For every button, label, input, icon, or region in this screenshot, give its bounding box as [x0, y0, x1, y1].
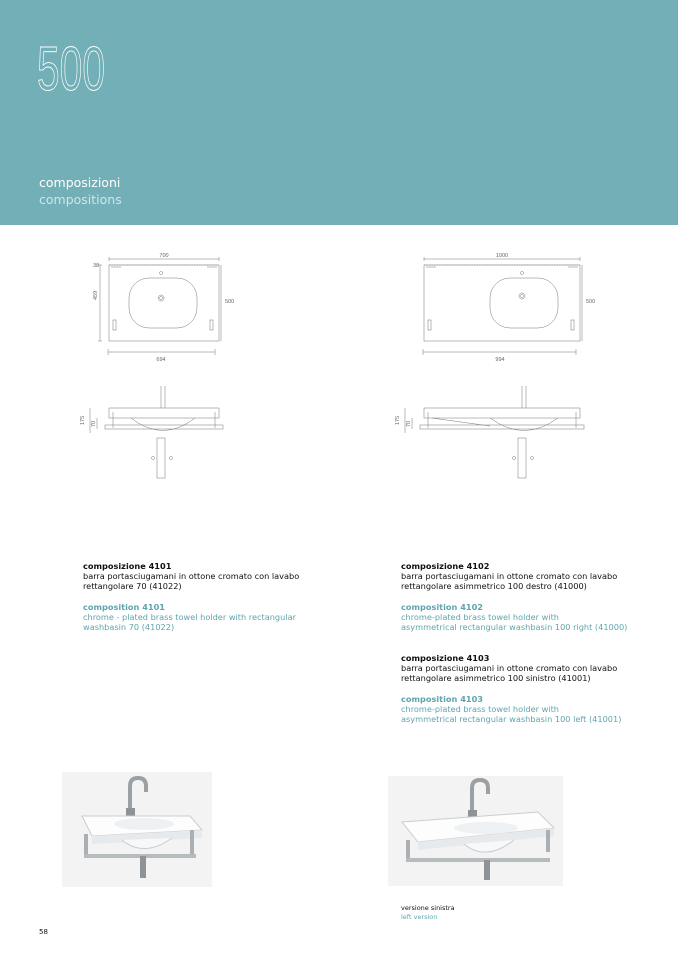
composition-line: rettangolare 70 (41022) [83, 581, 182, 592]
composition-title: composizione 4102 [401, 561, 490, 571]
composition-line: rettangolare asimmetrico 100 destro (41000) [401, 581, 587, 592]
svg-text:500: 500 [586, 299, 596, 305]
svg-text:700: 700 [159, 253, 169, 259]
composition-line: rettangolare asimmetrico 100 sinistro (41001) [401, 673, 591, 684]
svg-text:694: 694 [156, 357, 166, 363]
svg-text:459: 459 [93, 290, 99, 300]
composition-title: composition 4101 [83, 602, 165, 612]
composition-line: chrome-plated brass towel holder with [401, 612, 559, 623]
svg-text:175: 175 [80, 415, 86, 425]
composition-line: barra portasciugamani in ottone cromato con lavabo [401, 571, 618, 582]
header-band [0, 0, 678, 225]
series-number-logo [37, 35, 107, 104]
composition-line: asymmetrical rectangular washbasin 100 left (41001) [401, 714, 622, 725]
composition-title: composizione 4103 [401, 653, 490, 663]
svg-text:175: 175 [395, 415, 401, 425]
composition-title: composizione 4101 [83, 561, 172, 571]
product-photo-4101 [62, 772, 212, 887]
composition-4101-en [83, 602, 296, 633]
composition-line: barra portasciugamani in ottone cromato con lavabo [401, 663, 618, 674]
svg-text:500: 500 [37, 35, 105, 104]
composition-4101-it [83, 561, 299, 592]
technical-drawing-4102 [390, 248, 620, 488]
svg-text:500: 500 [225, 299, 235, 305]
technical-drawing-4101 [75, 248, 255, 488]
section-title-en: compositions [39, 192, 122, 207]
composition-4103-it [401, 653, 617, 684]
composition-title: composition 4102 [401, 602, 483, 612]
photo-caption [401, 904, 455, 921]
composition-title: composition 4103 [401, 694, 483, 704]
composition-line: chrome - plated brass towel holder with rectangular [83, 612, 296, 623]
caption-it: versione sinistra [401, 904, 455, 912]
page-number: 58 [39, 928, 48, 936]
caption-en: left version [401, 912, 438, 921]
product-photo-4103 [388, 776, 563, 886]
svg-text:1000: 1000 [495, 253, 509, 259]
svg-text:994: 994 [495, 357, 505, 363]
svg-text:70: 70 [406, 420, 412, 427]
composition-4103-en [401, 694, 621, 725]
composition-line: washbasin 70 (41022) [83, 622, 175, 633]
svg-text:70: 70 [91, 420, 97, 427]
composition-line: asymmetrical rectangular washbasin 100 right (41000) [401, 622, 628, 633]
composition-line: barra portasciugamani in ottone cromato con lavabo [83, 571, 300, 582]
section-title-it: composizioni [39, 175, 121, 190]
composition-line: chrome-plated brass towel holder with [401, 704, 559, 715]
composition-4102-en [401, 602, 627, 633]
svg-text:38: 38 [93, 263, 100, 269]
composition-4102-it [401, 561, 617, 592]
